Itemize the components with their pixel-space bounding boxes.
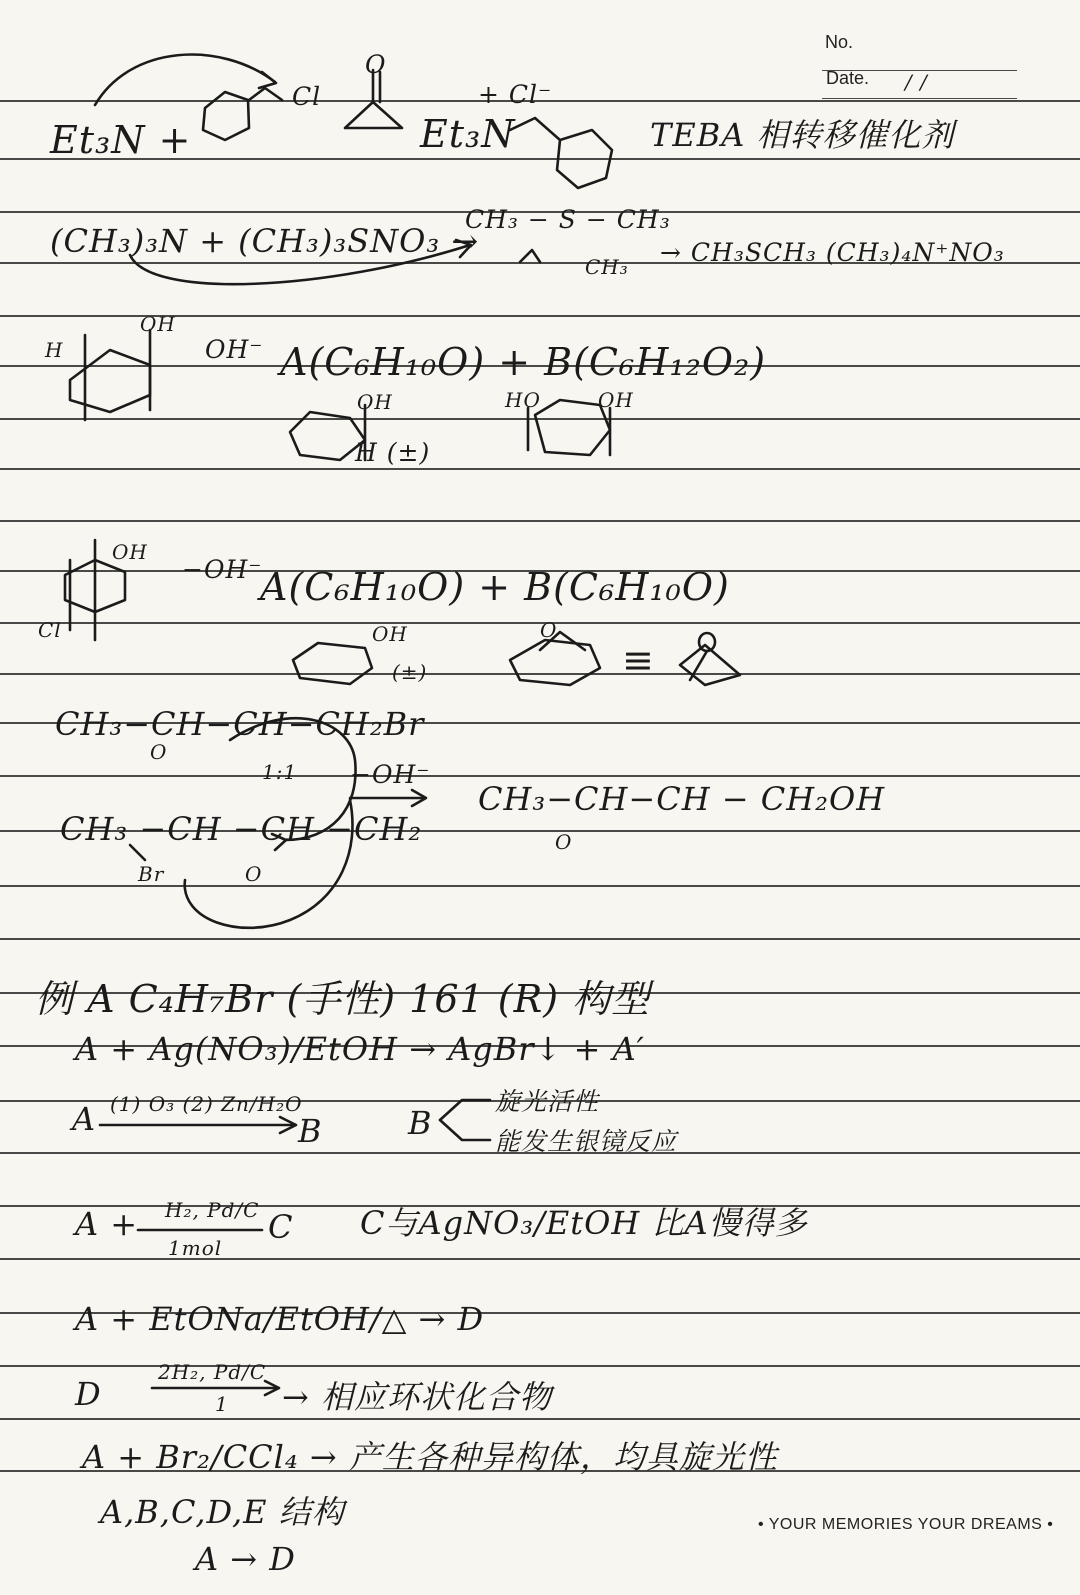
line4-b-oxygen: O — [540, 618, 558, 642]
line5-bottom-br: Br — [138, 862, 165, 886]
line4-a-oh: OH — [372, 622, 408, 646]
line4-equivalence: ≡ — [622, 638, 655, 682]
line3-b-ho: HO — [505, 388, 541, 412]
problem-step-5-reagent-bottom: 1 — [215, 1392, 229, 1416]
line3-left-oh: OH — [140, 312, 176, 336]
problem-step-2-lhs: A — [72, 1100, 97, 1138]
number-label: No. — [825, 32, 854, 52]
line4-left-cl: Cl — [38, 618, 62, 642]
curved-arrow-1 — [95, 55, 275, 105]
ring-b-4 — [510, 640, 600, 685]
problem-title: 例 A C₄H₇Br (手性) 161 (R) 构型 — [35, 977, 651, 1021]
date-label: Date. — [826, 68, 870, 88]
problem-step-3-reagent-bottom: 1mol — [168, 1236, 223, 1260]
date-value: / / — [905, 70, 928, 94]
problem-step-2-rhs: B — [298, 1112, 323, 1150]
line5-top-oxygen: O — [150, 740, 168, 764]
problem-step-6: A + Br₂/CCl₄ → 产生各种异构体，均具旋光性 — [82, 1438, 778, 1476]
benzene-ring-2 — [557, 130, 612, 188]
line2-sulfonium: CH₃ − S − CH₃ — [465, 205, 671, 234]
line3-a-oh: OH — [357, 390, 393, 414]
problem-step-3-reagent-top: H₂, Pd/C — [165, 1198, 260, 1222]
line3-a-label: H (±) — [355, 438, 431, 467]
problem-step-8: A → D — [195, 1540, 296, 1578]
line5-top: CH₃−CH−CH−CH₂Br — [55, 705, 425, 743]
problem-step-4: A + EtONa/EtOH/△ → D — [75, 1300, 485, 1338]
problem-step-5-reagent-top: 2H₂, Pd/C — [158, 1360, 267, 1384]
problem-step-1: A + Ag(NO₃)/EtOH → AgBr↓ + A′ — [75, 1030, 645, 1068]
cyclohexane-left-3 — [70, 350, 150, 412]
line4-products: A(C₆H₁₀O) + B(C₆H₁₀O) — [260, 565, 730, 609]
footer-slogan: • YOUR MEMORIES YOUR DREAMS • — [758, 1516, 1054, 1533]
line3-products: A(C₆H₁₀O) + B(C₆H₁₂O₂) — [280, 340, 767, 384]
line5-bottom-oxygen: O — [245, 862, 263, 886]
line1-chloride: Cl — [292, 82, 322, 111]
problem-step-2-branch-2: 能发生银镜反应 — [495, 1127, 678, 1156]
problem-step-7: A,B,C,D,E 结构 — [100, 1493, 345, 1531]
line2-sulfonium-methyl: CH₃ — [585, 255, 629, 279]
problem-step-3-lhs: A + — [75, 1205, 139, 1243]
line2-products: → CH₃SCH₃ (CH₃)₄N⁺NO₃ — [660, 238, 1005, 267]
benzene-ring-1 — [203, 92, 249, 140]
line3-left-h: H — [45, 338, 64, 362]
line1-catalyst-name: TEBA 相转移催化剂 — [650, 116, 955, 154]
line3-b-oh: OH — [598, 388, 634, 412]
line4-a-label: (±) — [392, 660, 428, 684]
line5-reagent: −OH⁻ — [350, 760, 431, 789]
line3-reagent: OH⁻ — [205, 335, 264, 364]
line5-bottom: CH₃ −CH −CH −CH₂ — [60, 810, 423, 848]
problem-step-5-lhs: D — [75, 1375, 102, 1413]
line5-ratio: 1:1 — [262, 760, 298, 784]
ring-a-4 — [293, 643, 372, 684]
problem-step-2-branch-b: B — [408, 1104, 433, 1142]
problem-step-3-rhs: C — [268, 1208, 294, 1246]
problem-step-5-rhs: → 相应环状化合物 — [282, 1378, 552, 1416]
ring-a-3 — [290, 412, 365, 460]
line5-product-oxygen: O — [555, 830, 573, 854]
line1-ketone-oxygen: O — [365, 50, 387, 79]
cyclopropanone-ring — [345, 102, 402, 128]
line1-product-charge: + Cl⁻ — [478, 80, 553, 109]
problem-step-3-note: C与AgNO₃/EtOH 比A慢得多 — [360, 1204, 808, 1242]
line5-product: CH₃−CH−CH − CH₂OH — [478, 780, 886, 818]
problem-step-2-branch-1: 旋光活性 — [495, 1087, 600, 1116]
line1-product: Et₃N — [420, 112, 516, 156]
line2-reactants: (CH₃)₃N + (CH₃)₃SNO₃ → — [50, 222, 480, 260]
line4-left-oh: OH — [112, 540, 148, 564]
line4-reagent: −OH⁻ — [182, 555, 263, 584]
problem-step-2-reagent: (1) O₃ (2) Zn/H₂O — [110, 1092, 303, 1116]
line1-reactant: Et₃N + — [50, 118, 192, 162]
